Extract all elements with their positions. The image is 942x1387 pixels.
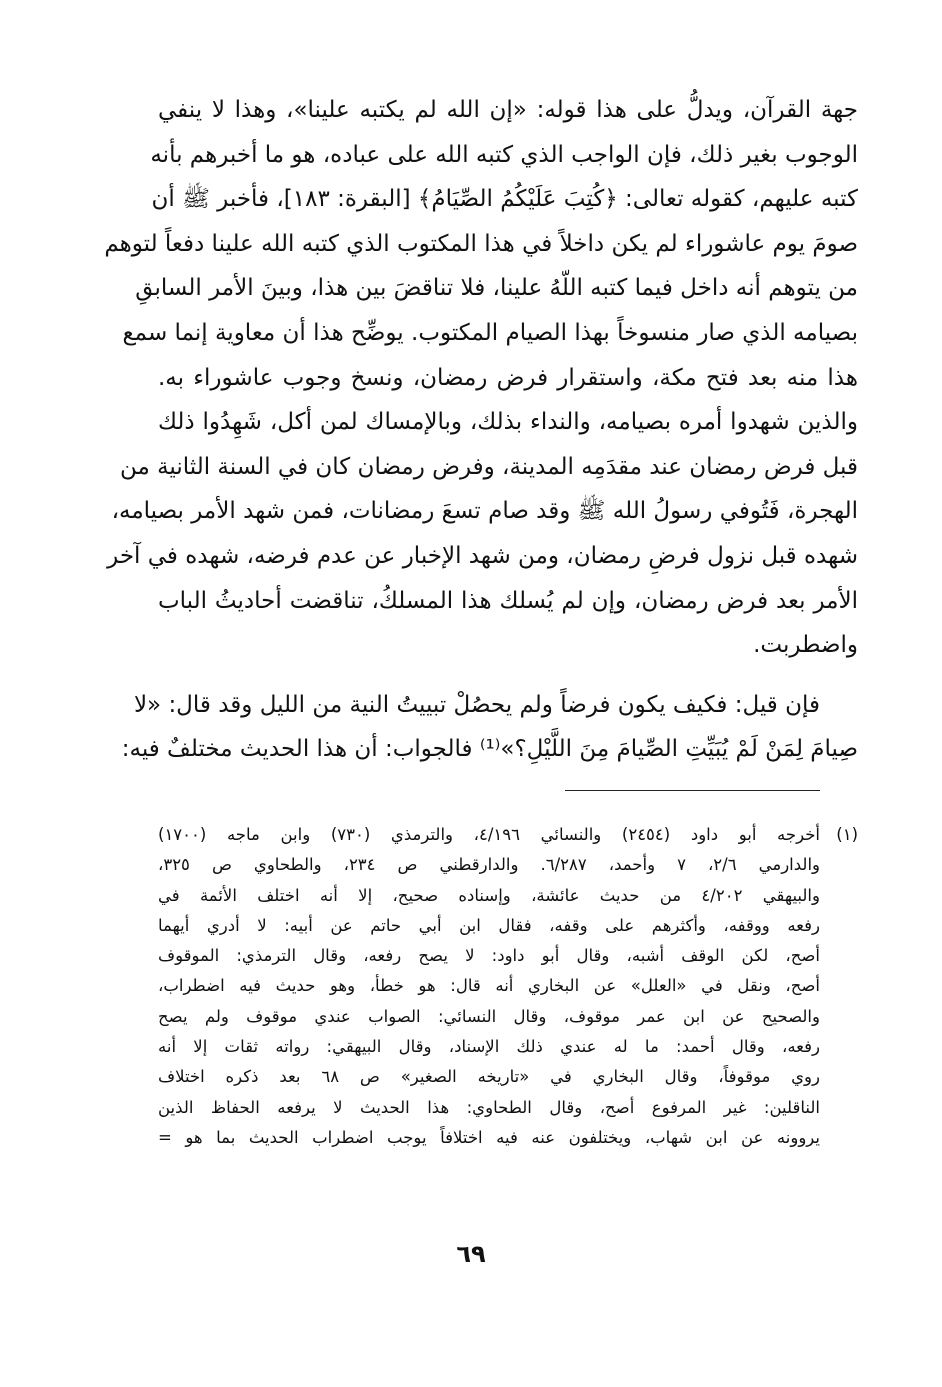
page-number: ٦٩: [456, 1240, 486, 1268]
footnote-line: رفعه ووقفه، وأكثرهم على وقفه، فقال ابن أبي حاتم عن أبيه: لا أدري أيهما: [158, 915, 820, 935]
text-line: الأمر بعد فرض رمضان، وإن لم يُسلك هذا المسلكُ، تناقضت أحاديثُ الباب: [158, 587, 858, 614]
text-line: قبل فرض رمضان عند مقدَمِه المدينة، وفرض رمضان كان في السنة الثانية من: [119, 453, 858, 480]
footnote: [158, 820, 858, 1153]
footnote-first-line: [158, 820, 858, 850]
text-line: الوجوب بغير ذلك، فإن الواجب الذي كتبه الله على عباده، هو ما أخبرهم بأنه: [150, 141, 858, 168]
text-line: الهجرة، فَتُوفي رسولُ الله ﷺ وقد صام تسعَ رمضانات، فمن شهد الأمر بصيامه،: [111, 498, 858, 525]
text-line: واضطربت.: [753, 632, 858, 659]
text-line: صِيامَ لِمَنْ لَمْ يُبَيِّتِ الصِّيامَ مِنَ اللَّيْلِ؟»⁽¹⁾ فالجواب: أن هذا الحديث مختلفٌ فيه:: [121, 736, 858, 763]
footnote-text: أخرجه أبو داود (٢٤٥٤) والنسائي ٤/١٩٦، والترمذي (٧٣٠) وابن ماجه (١٧٠٠): [158, 825, 820, 844]
footnote-line: والدارمي ٢/٦، ٧ وأحمد، ٦/٢٨٧. والدارقطني ص ٢٣٤، والطحاوي ص ٣٢٥،: [158, 855, 820, 875]
text-line: جهة القرآن، ويدلُّ على هذا قوله: «إن الله لم يكتبه علينا»، وهذا لا ينفي: [158, 97, 858, 123]
paragraph-gap: [158, 668, 858, 683]
footnote-line: يروونه عن ابن شهاب، ويختلفون عنه فيه اختلافاً يوجب اضطراب الحديث بما هو =: [158, 1127, 820, 1147]
text-line: صومَ يوم عاشوراء لم يكن داخلاً في هذا المكتوب الذي كتبه الله علينا دفعاً لتوهم: [104, 230, 858, 257]
text-line: والذين شهدوا أمره بصيامه، والنداء بذلك، وبالإمساك لمن أكل، شَهِدُوا ذلك: [158, 409, 858, 436]
footnote-line: الناقلين: غير المرفوع أصح، وقال الطحاوي: هذا الحديث لا يرفعه الحفاظ الذين: [158, 1097, 820, 1117]
text-line: فإن قيل: فكيف يكون فرضاً ولم يحصُلْ تبييتُ النية من الليل وقد قال: «لا: [133, 691, 820, 718]
text-line: شهده قبل نزول فرضِ رمضان، ومن شهد الإخبار عن عدم فرضه، شهده في آخر: [107, 542, 858, 569]
footnote-line: روي موقوفاً، وقال البخاري في «تاريخه الصغير» ص ٦٨ بعد ذكره اختلاف: [158, 1067, 820, 1087]
footnote-line: والبيهقي ٤/٢٠٢ من حديث عائشة، وإسناده صحيح، إلا أنه اختلف الأئمة في: [158, 885, 820, 905]
text-line: من يتوهم أنه داخل فيما كتبه اللّهُ علينا، فلا تناقضَ بين هذا، وبينَ الأمر السابقِ: [135, 275, 858, 302]
text-line: كتبه عليهم، كقوله تعالى: ﴿كُتِبَ عَلَيْكُمُ الصِّيَامُ﴾ [البقرة: ١٨٣]، فأخبر ﷺ أن: [151, 186, 858, 213]
footnote-line: أصح، لكن الوقف أشبه، وقال أبو داود: لا يصح رفعه، وقال الترمذي: الموقوف: [158, 946, 820, 966]
footnote-line: والصحيح عن ابن عمر موقوف، وقال النسائي: الصواب عندي موقوف ولم يصح: [158, 1006, 820, 1026]
footnote-separator: [565, 790, 820, 791]
text-line: بصيامه الذي صار منسوخاً بهذا الصيام المكتوب. يوضِّح هذا أن معاوية إنما سمع: [122, 319, 858, 346]
main-text: [104, 88, 858, 772]
text-line: هذا منه بعد فتح مكة، واستقرار فرض رمضان، ونسخ وجوب عاشوراء به.: [158, 364, 858, 391]
footnote-line: رفعه، وقال أحمد: ما له عندي ذلك الإسناد، وقال البيهقي: رواته ثقات إلا أنه: [158, 1037, 820, 1057]
footnote-line: أصح، ونقل في «العلل» عن البخاري أنه قال: هو خطأ، وهو حديث فيه اضطراب،: [158, 976, 820, 996]
footnote-marker: (١): [836, 825, 858, 844]
